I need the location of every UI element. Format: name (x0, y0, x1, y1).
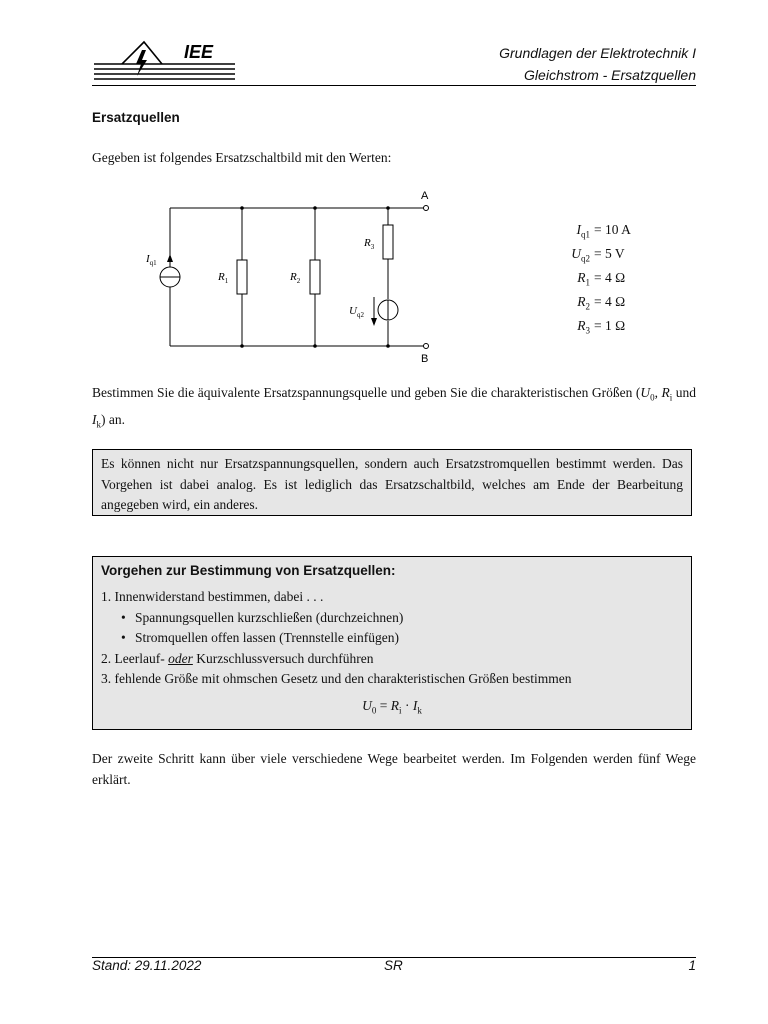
terminal-a-label: A (421, 190, 429, 202)
resistor-r1 (237, 260, 247, 294)
procedure-bullet-1: • Spannungsquellen kurzschließen (durchzeichnen) (101, 608, 683, 629)
topic-title: Gleichstrom - Ersatzquellen (524, 67, 696, 83)
terminal-a (424, 206, 429, 211)
terminal-b-label: B (421, 353, 429, 365)
footer-date: Stand: 29.11.2022 (92, 958, 202, 973)
given-values (540, 218, 660, 338)
value-row-uq2: $U_{q2} = 5$ V (571, 246, 625, 264)
footer-page-number: 1 (688, 958, 696, 973)
iee-logo (92, 38, 237, 82)
r1-label: $R_1$ (218, 271, 229, 285)
footer (92, 958, 696, 978)
value-row-r3: $R_3 = 1$ Ω (577, 318, 626, 336)
footer-author: SR (384, 958, 403, 973)
procedure-step-3: 3. fehlende Größe mit ohmschen Gesetz und den charakteristischen Größen bestimmen (101, 671, 572, 686)
r3-label: $R_3$ (364, 237, 375, 251)
intro-text: Gegeben ist folgendes Ersatzschaltbild mit den Werten: (92, 150, 392, 165)
header-title-block (499, 42, 696, 86)
r2-label: $R_2$ (290, 271, 301, 285)
value-row-r2: $R_2 = 4$ Ω (577, 294, 626, 312)
task-text: Bestimmen Sie die äquivalente Ersatzspannungsquelle und geben Sie die charakteristischen Größen ($U_0$, $R_i$ und $I_k$) an. (92, 385, 697, 430)
section-title: Ersatzquellen (92, 110, 180, 125)
formula: $U_0 = R_i \cdot I_k$ (362, 697, 422, 716)
terminal-b (424, 344, 429, 349)
procedure-bullet-2: • Stromquellen offen lassen (Trennstelle einfügen) (101, 628, 683, 649)
header-rule (92, 85, 696, 86)
iq1-label: $I_{q1}$ (146, 253, 157, 267)
resistor-r2 (310, 260, 320, 294)
outro-text: Der zweite Schritt kann über viele verschiedene Wege bearbeitet werden. Im Folgenden werden fünf Wege erklärt. (92, 751, 696, 787)
note-text: Es können nicht nur Ersatzspannungsquellen, sondern auch Ersatzstromquellen bestimmt werden. Das Vorgehen ist dabei analog. Es ist lediglich das Ersatzschaltbild, welches am Ende der Bearbeitung angegeben wird, ein anderes. (101, 456, 683, 512)
procedure-step-2: 2. Leerlauf- oder Kurzschlussversuch durchführen (101, 650, 374, 666)
value-row-r1: $R_1 = 4$ Ω (577, 270, 626, 288)
procedure-step-1: 1. Innenwiderstand bestimmen, dabei . . . (101, 589, 324, 604)
value-row-iq1: $I_{q1} = 10$ A (576, 222, 631, 240)
course-title: Grundlagen der Elektrotechnik I (499, 45, 696, 61)
logo-text: IEE (184, 42, 214, 62)
circuit-diagram (130, 180, 450, 370)
procedure-title: Vorgehen zur Bestimmung von Ersatzquellen: (101, 563, 396, 578)
resistor-r3 (383, 225, 393, 259)
uq2-label: $U_{q2}$ (349, 305, 364, 319)
note-box (92, 449, 692, 516)
procedure-box (92, 556, 692, 730)
